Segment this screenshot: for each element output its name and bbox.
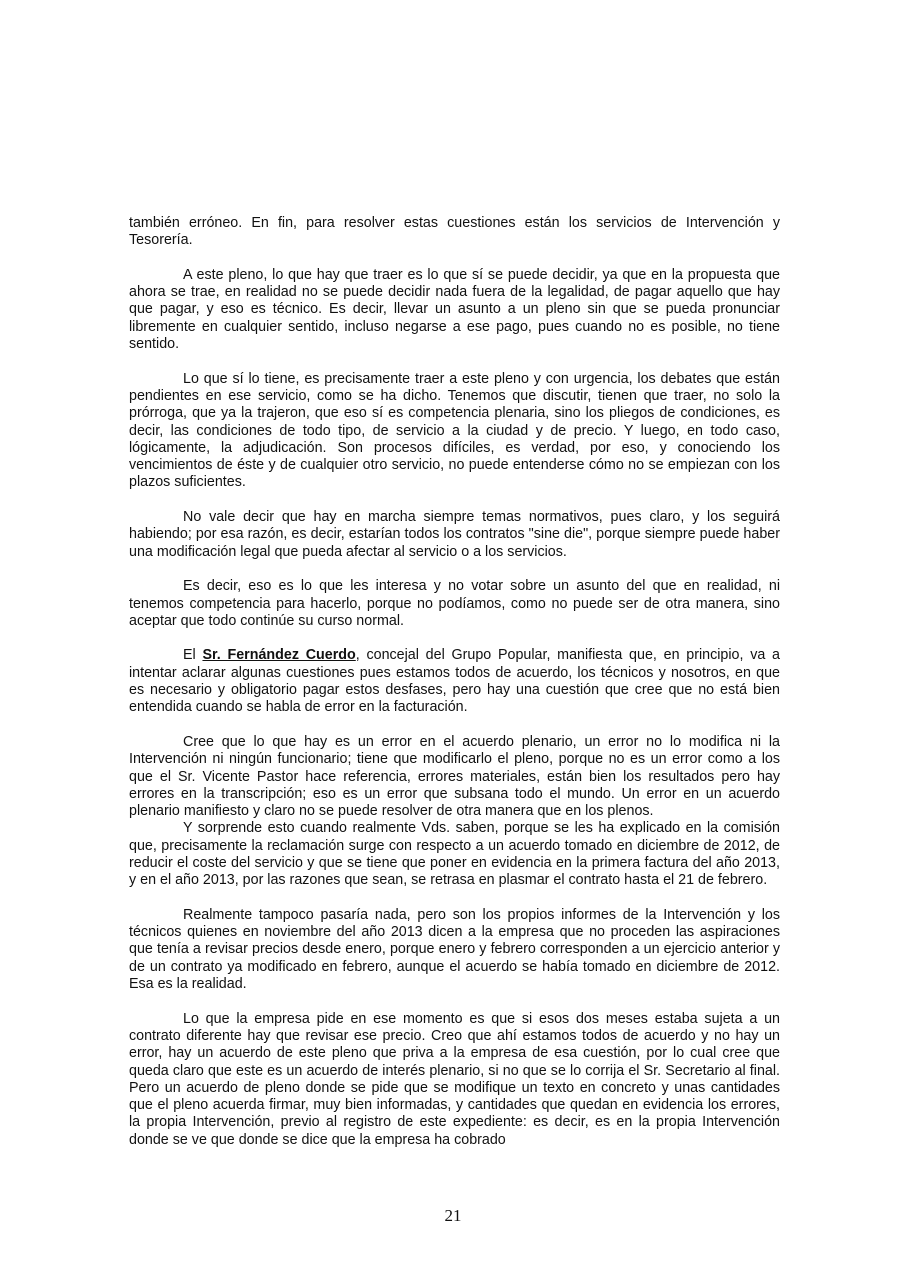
- paragraph-8: Realmente tampoco pasaría nada, pero son los propios informes de la Intervención y los técnicos quienes en noviembre del año 2013 dicen a la empresa que no proceden las aspiraciones que tenía a revisar precios desde enero, porque enero y febrero corresponden a un ejercicio anterior y de un contrato ya modificado en febrero, aunque el acuerdo se había tomado en diciembre de 2012. Esa es la realidad.: [129, 906, 780, 993]
- paragraph-3: Lo que sí lo tiene, es precisamente traer a este pleno y con urgencia, los debates que están pendientes en ese servicio, como se ha dicho. Tenemos que discutir, tienen que traer, no solo la prórroga, que ya la trajeron, que eso sí es competencia plenaria, sino los pliegos de condiciones, es decir, las condiciones de todo tipo, de servicio a la ciudad y de precio. Y luego, en todo caso, lógicamente, la adjudicación. Son procesos difíciles, es verdad, por eso, y conociendo los vencimientos de éste y de cualquier otro servicio, no puede entenderse cómo no se empiezan con los plazos suficientes.: [129, 370, 780, 491]
- paragraph-2: A este pleno, lo que hay que traer es lo que sí se puede decidir, ya que en la propuesta que ahora se trae, en realidad no se puede decidir nada fuera de la legalidad, de pagar aquello que hay que pagar, y eso es técnico. Es decir, llevar un asunto a un pleno sin que se pueda pronunciar libremente en cualquier sentido, incluso negarse a ese pago, pues cuando no es posible, no tiene sentido.: [129, 266, 780, 353]
- paragraph-1: también erróneo. En fin, para resolver estas cuestiones están los servicios de Intervención y Tesorería.: [129, 215, 780, 249]
- speaker-name: Sr. Fernández Cuerdo: [202, 647, 356, 664]
- paragraph-speaker: [129, 647, 780, 716]
- speaker-text: , concejal del Grupo Popular, manifiesta que, en principio, va a intentar aclarar algunas cuestiones pues estamos todos de acuerdo, los técnicos y nosotros, en que es necesario y obligatorio pagar estos desfases, pero hay una cuestión que cree que no está bien entendida cuando se habla de error en la facturación.: [129, 647, 781, 716]
- paragraph-5: Es decir, eso es lo que les interesa y no votar sobre un asunto del que en realidad, ni tenemos competencia para hacerlo, porque no podíamos, como no puede ser de otra manera, sino aceptar que todo continúe su curso normal.: [129, 578, 780, 629]
- paragraph-6: Cree que lo que hay es un error en el acuerdo plenario, un error no lo modifica ni la Intervención ni ningún funcionario; tiene que modificarlo el pleno, porque no es un error como a los que el Sr. Vicente Pastor hace referencia, errores materiales, están bien los resultados pero hay errores en la transcripción; eso es un error que subsana todo el mundo. Un error en un acuerdo plenario manifiesto y claro no se puede resolver de otra manera que en los plenos.: [129, 733, 780, 820]
- paragraph-9: Lo que la empresa pide en ese momento es que si esos dos meses estaba sujeta a un contrato diferente hay que revisar ese precio. Creo que ahí estamos todos de acuerdo y no hay un error, hay un acuerdo de este pleno que priva a la empresa de esa cuestión, por lo cual cree que queda claro que este es un acuerdo de interés plenario, si no que se lo corrija el Sr. Secretario al final. Pero un acuerdo de pleno donde se pide que se modifique un texto en concreto y unas cantidades que el pleno acuerda firmar, muy bien informadas, y cantidades que quedan en evidencia los errores, la propia Intervención, previo al registro de este expediente: es decir, es en la propia Intervención donde se ve que donde se dice que la empresa ha cobrado: [129, 1010, 780, 1148]
- speaker-prefix: El: [183, 647, 203, 664]
- document-body: [129, 215, 780, 1149]
- paragraph-4: No vale decir que hay en marcha siempre temas normativos, pues claro, y los seguirá habiendo; por esa razón, es decir, estarían todos los contratos "sine die", porque siempre puede haber una modificación legal que pueda afectar al servicio o a los servicios.: [129, 509, 780, 560]
- page-number: 21: [444, 1206, 462, 1225]
- paragraph-7: Y sorprende esto cuando realmente Vds. saben, porque se les ha explicado en la comisión que, precisamente la reclamación surge con respecto a un acuerdo tomado en diciembre de 2012, de reducir el coste del servicio y que se tiene que poner en evidencia en la primera factura del año 2013, y en el año 2013, por las razones que sean, se retrasa en plasmar el contrato hasta el 21 de febrero.: [129, 820, 780, 889]
